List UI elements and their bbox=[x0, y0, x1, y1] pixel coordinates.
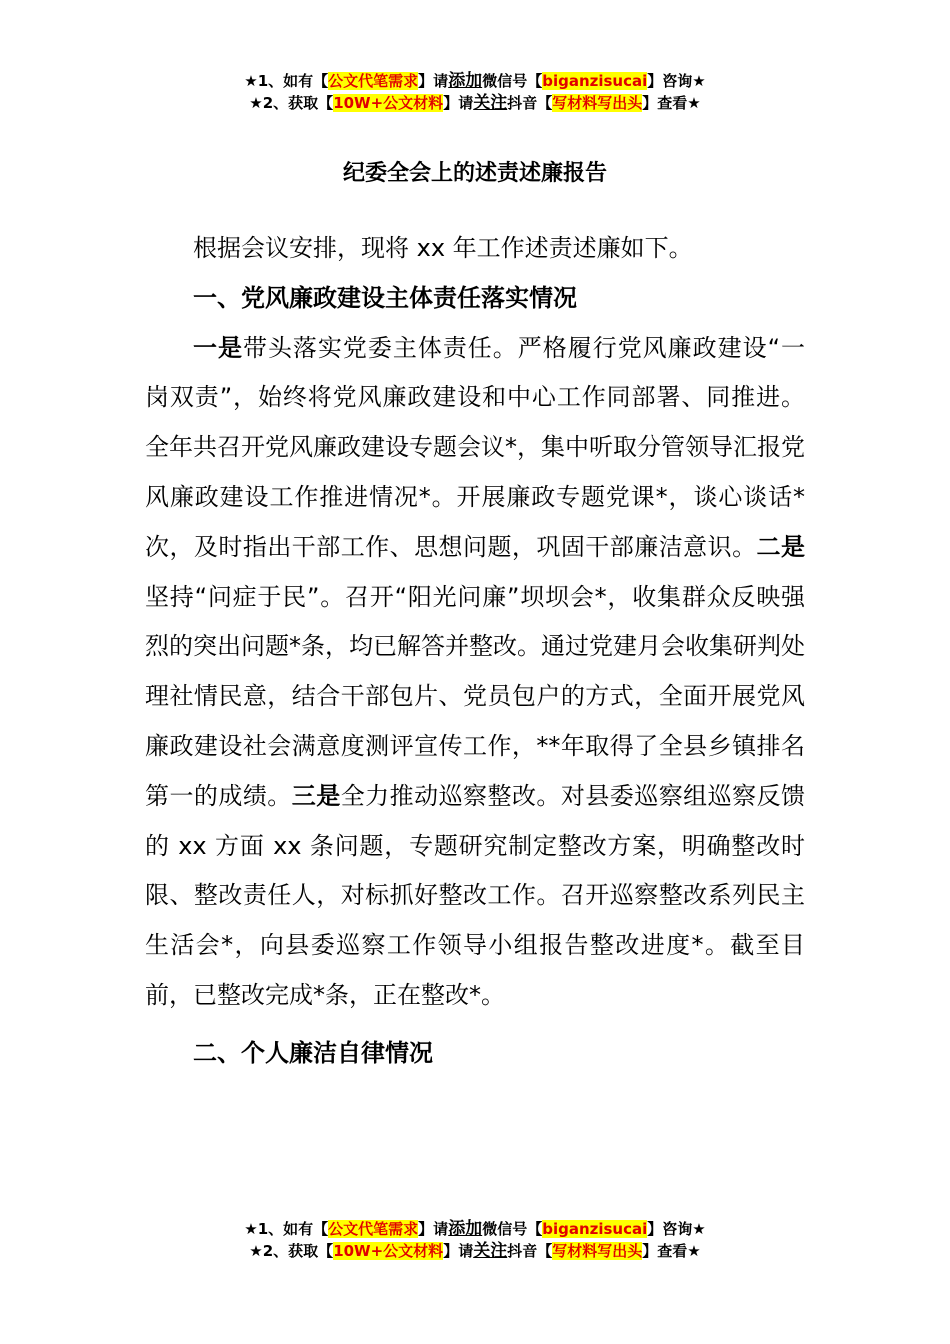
text-1: 带头落实党委主体责任。严格履行党风廉政建设“一岗双责”，始终将党风廉政建设和中心工作同部署、同推进。全年共召开党风廉政建设专题会议*，集中听取分管领导汇报党风廉政建设工作推进情况*。开展廉政专题党课*，谈心谈话*次，及时指出干部工作、思想问题，巩固干部廉洁意识。 bbox=[145, 333, 805, 561]
underline-follow: 关注 bbox=[473, 93, 508, 113]
lead-3: 三是 bbox=[291, 781, 341, 810]
highlight-wechat-id: biganzisucai bbox=[542, 1220, 648, 1238]
highlight-materials: 10W+公文材料 bbox=[333, 94, 444, 112]
bottom-banner bbox=[0, 1218, 950, 1262]
highlight-douyin: 写材料写出头 bbox=[552, 1242, 643, 1260]
top-banner bbox=[0, 70, 950, 114]
banner-line-2: ★2、获取【10W+公文材料】请关注抖音【写材料写出头】查看★ bbox=[249, 93, 701, 113]
lead-2: 二是 bbox=[756, 532, 806, 561]
document-body bbox=[145, 224, 805, 1079]
highlight-service: 公文代笔需求 bbox=[328, 72, 419, 90]
highlight-service: 公文代笔需求 bbox=[328, 1220, 419, 1238]
banner-line-1-bottom: ★1、如有【公文代笔需求】请添加微信号【biganzisucai】咨询★ bbox=[244, 1219, 706, 1239]
lead-1: 一是 bbox=[193, 333, 243, 362]
highlight-materials: 10W+公文材料 bbox=[333, 1242, 444, 1260]
text-3: 全力推动巡察整改。对县委巡察组巡察反馈的 xx 方面 xx 条问题，专题研究制定整改方案，明确整改时限、整改责任人，对标抓好整改工作。召开巡察整改系列民主生活会*，向县委巡察工作领导小组报告整改进度*。截至目前，已整改完成*条，正在整改*。 bbox=[145, 781, 806, 1009]
banner-line-2-bottom: ★2、获取【10W+公文材料】请关注抖音【写材料写出头】查看★ bbox=[249, 1241, 701, 1261]
underline-add: 添加 bbox=[448, 1219, 483, 1239]
section-1-heading: 一、党风廉政建设主体责任落实情况 bbox=[193, 283, 577, 312]
section-2-heading: 二、个人廉洁自律情况 bbox=[193, 1038, 433, 1067]
text-2: 坚持“问症于民”。召开“阳光问廉”坝坝会*，收集群众反映强烈的突出问题*条，均已解答并整改。通过党建月会收集研判处理社情民意，结合干部包片、党员包户的方式，全面开展党风廉政建设社会满意度测评宣传工作，**年取得了全县乡镇排名第一的成绩。 bbox=[145, 582, 805, 810]
document-title: 纪委全会上的述责述廉报告 bbox=[342, 161, 607, 186]
underline-add: 添加 bbox=[448, 71, 483, 91]
highlight-douyin: 写材料写出头 bbox=[552, 94, 643, 112]
intro-paragraph: 根据会议安排，现将 xx 年工作述责述廉如下。 bbox=[193, 234, 693, 262]
highlight-wechat-id: biganzisucai bbox=[542, 72, 648, 90]
section-1-paragraph bbox=[145, 324, 805, 1021]
banner-line-1: ★1、如有【公文代笔需求】请添加微信号【biganzisucai】咨询★ bbox=[244, 71, 706, 91]
underline-follow: 关注 bbox=[473, 1241, 508, 1261]
